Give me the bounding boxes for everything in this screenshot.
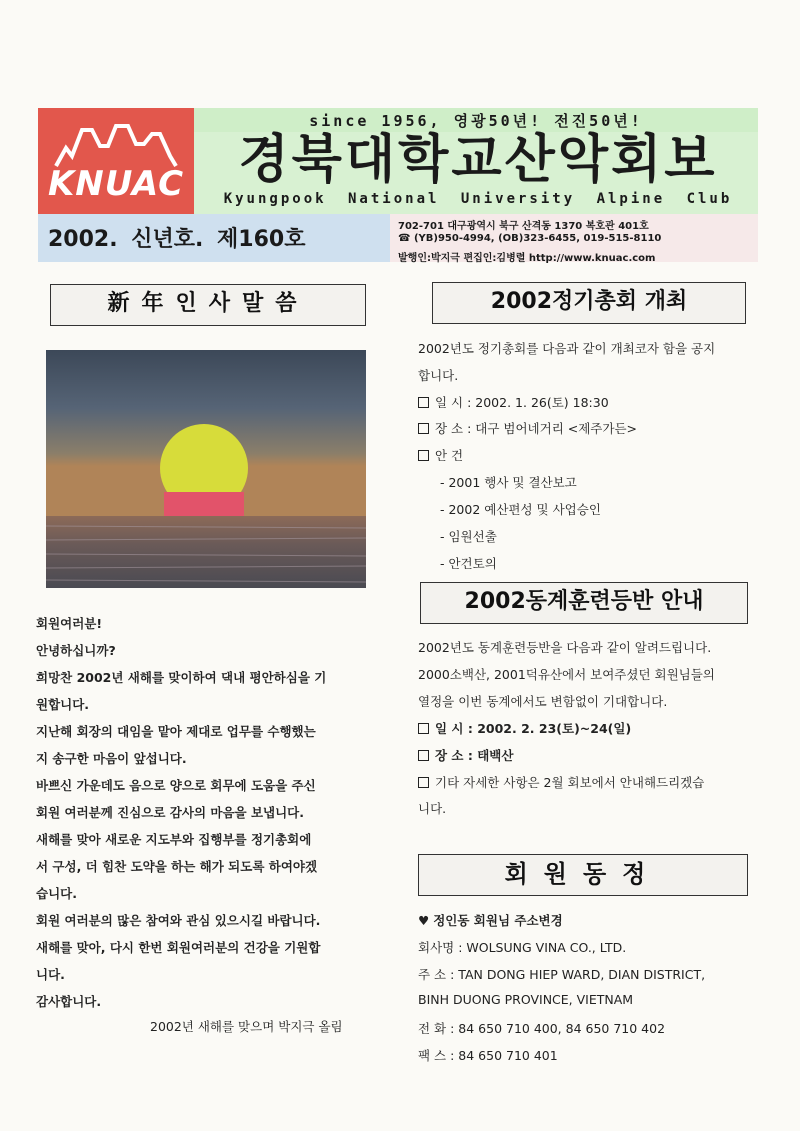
checkbox-icon xyxy=(418,750,429,761)
checkbox-icon xyxy=(418,397,429,408)
greeting-line: 새해를 맞아 새로운 지도부와 집행부를 정기총회에 xyxy=(36,832,312,847)
sunrise-photo xyxy=(46,350,366,588)
greeting-line: 안녕하십니까? xyxy=(36,643,116,658)
training-etc-continued: 니다. xyxy=(418,801,447,816)
meeting-intro: 합니다. xyxy=(418,368,459,383)
training-intro: 2000소백산, 2001덕유산에서 보여주셨던 회원님들의 xyxy=(418,667,715,682)
checkbox-icon xyxy=(418,450,429,461)
heart-icon: ♥ xyxy=(418,913,430,928)
training-intro: 2002년도 동계훈련등반을 다음과 같이 알려드립니다. xyxy=(418,640,712,655)
issue-number: 2002. 신년호. 제160호 xyxy=(48,227,306,252)
checkbox-icon xyxy=(418,723,429,734)
greeting-line: 니다. xyxy=(36,967,65,982)
greeting-line: 감사합니다. xyxy=(36,994,102,1009)
checkbox-icon xyxy=(418,777,429,788)
member-fax: 팩 스 : 84 650 710 401 xyxy=(418,1048,558,1063)
meeting-agenda-text: 안 건 xyxy=(435,448,464,463)
meeting-date xyxy=(418,393,609,411)
meeting-place xyxy=(418,419,637,437)
training-etc xyxy=(418,773,704,791)
meeting-intro: 2002년도 정기총회를 다음과 같이 개최코자 함을 공지 xyxy=(418,341,716,356)
greeting-line: 서 구성, 더 힘찬 도약을 하는 해가 되도록 하여야겠 xyxy=(36,859,318,874)
greeting-line: 지난해 회장의 대임을 맡아 제대로 업무를 수행했는 xyxy=(36,724,316,739)
winter-training-title: 2002동계훈련등반 안내 xyxy=(420,582,748,624)
training-intro: 열정을 이번 동계에서도 변함없이 기대합니다. xyxy=(418,694,668,709)
greeting-signature: 2002년 새해를 맞으며 박지극 올림 xyxy=(150,1019,343,1034)
training-date-text: 일 시 : 2002. 2. 23(토)~24(일) xyxy=(435,721,632,736)
greeting-line: 희망찬 2002년 새해를 맞이하여 댁내 평안하심을 기 xyxy=(36,670,327,685)
member-news-title: 회원동정 xyxy=(418,854,748,896)
member-news-heading xyxy=(418,911,563,929)
agenda-item: - 2002 예산편성 및 사업승인 xyxy=(440,502,601,517)
meeting-agenda xyxy=(418,446,463,464)
club-address: 702-701 대구광역시 북구 산격동 1370 복호관 401호 xyxy=(398,221,649,232)
member-phone: 전 화 : 84 650 710 400, 84 650 710 402 xyxy=(418,1021,666,1036)
member-news-heading-text: 정인동 회원님 주소변경 xyxy=(433,913,563,928)
club-phone: ☎ (YB)950-4994, (OB)323-6455, 019-515-8110 xyxy=(398,233,662,244)
training-date xyxy=(418,719,631,737)
newsletter-title-english: Kyungpook National University Alpine Club xyxy=(223,191,733,207)
club-logo xyxy=(38,108,194,214)
new-year-greeting-title: 新年인사말씀 xyxy=(50,284,366,326)
greeting-line: 새해를 맞아, 다시 한번 회원여러분의 건강을 기원합 xyxy=(36,940,321,955)
member-address: BINH DUONG PROVINCE, VIETNAM xyxy=(418,992,634,1007)
greeting-line: 바쁘신 가운데도 음으로 양으로 회무에 도움을 주신 xyxy=(36,778,316,793)
greeting-line: 회원여러분! xyxy=(36,616,103,631)
greeting-line: 회원 여러분의 많은 참여와 관심 있으시길 바랍니다. xyxy=(36,913,321,928)
member-address: 주 소 : TAN DONG HIEP WARD, DIAN DISTRICT, xyxy=(418,967,706,982)
agenda-item: - 안건토의 xyxy=(440,556,497,571)
publisher-info: 발행인:박지극 편집인:김병렬 http://www.knuac.com xyxy=(398,253,656,264)
greeting-line: 지 송구한 마음이 앞섭니다. xyxy=(36,751,187,766)
general-meeting-title: 2002정기총회 개최 xyxy=(432,282,746,324)
logo-text: KNUAC xyxy=(47,164,185,204)
tagline: since 1956, 영광50년! 전진50년! xyxy=(309,112,643,130)
meeting-place-text: 장 소 : 대구 범어네거리 <제주가든> xyxy=(435,421,638,436)
training-place-text: 장 소 : 태백산 xyxy=(435,748,514,763)
greeting-line: 회원 여러분께 진심으로 감사의 마음을 보냅니다. xyxy=(36,805,305,820)
agenda-item: - 임원선출 xyxy=(440,529,497,544)
agenda-item: - 2001 행사 및 결산보고 xyxy=(440,475,577,490)
member-company: 회사명 : WOLSUNG VINA CO., LTD. xyxy=(418,940,627,955)
meeting-date-text: 일 시 : 2002. 1. 26(토) 18:30 xyxy=(435,395,609,410)
greeting-line: 원합니다. xyxy=(36,697,90,712)
checkbox-icon xyxy=(418,423,429,434)
training-place xyxy=(418,746,513,764)
newsletter-title: 경북대학교산악회보 xyxy=(238,130,718,190)
greeting-line: 습니다. xyxy=(36,886,77,901)
training-etc-text: 기타 자세한 사항은 2월 회보에서 안내해드리겠습 xyxy=(435,775,705,790)
